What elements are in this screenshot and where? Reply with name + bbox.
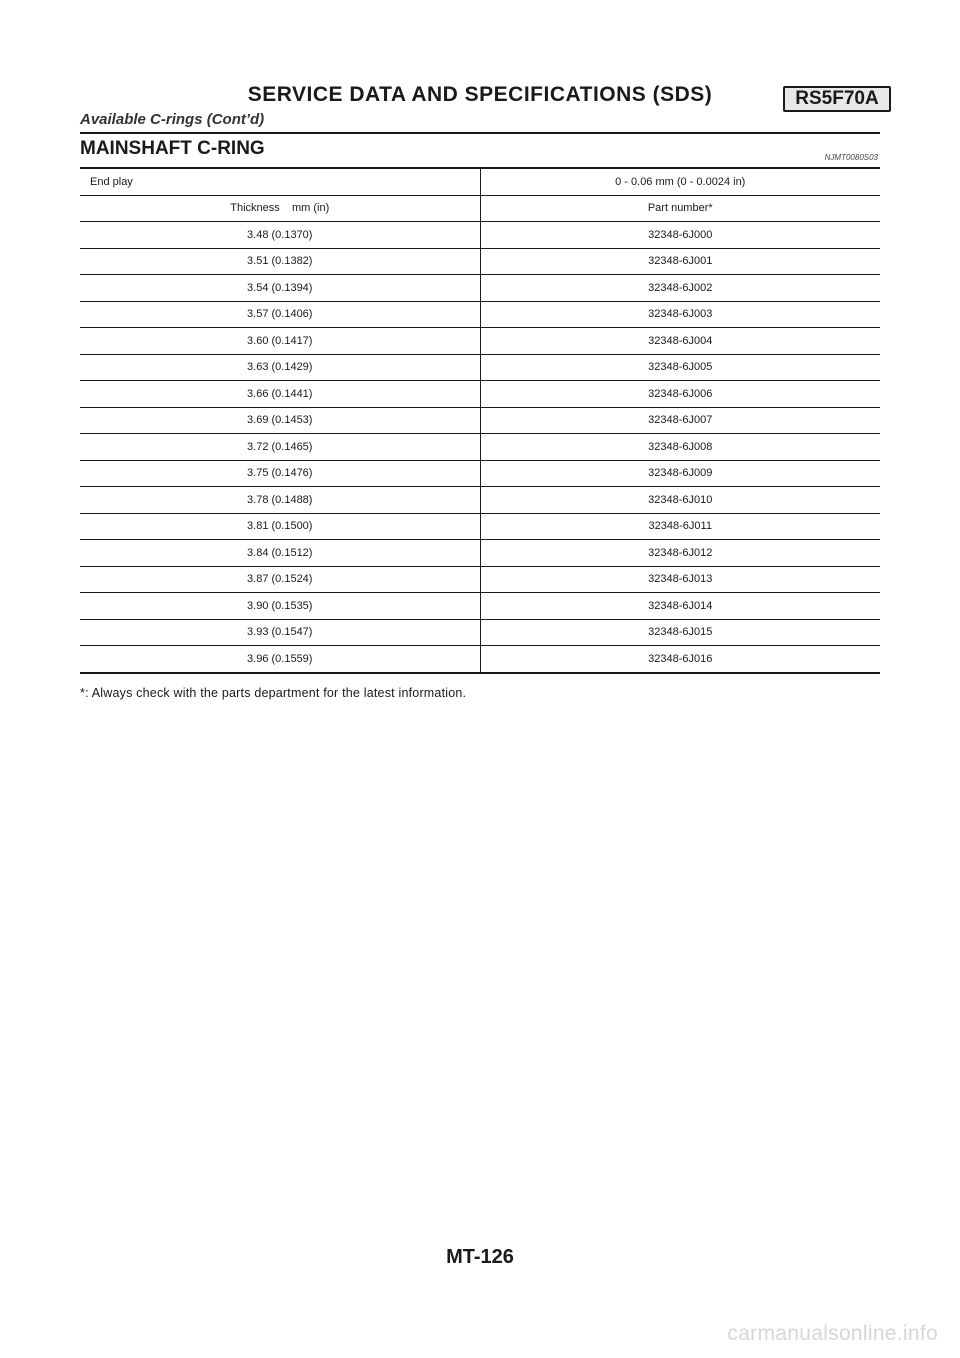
watermark: carmanualsonline.info — [727, 1322, 938, 1345]
thickness-cell: 3.54 (0.1394) — [80, 275, 480, 302]
part-number-cell: 32348-6J004 — [480, 328, 880, 355]
thickness-cell: 3.87 (0.1524) — [80, 566, 480, 593]
part-number-column-header: Part number* — [480, 195, 880, 222]
table-row — [80, 619, 880, 646]
footnote: *: Always check with the parts department for the latest information. — [80, 686, 467, 700]
thickness-cell: 3.51 (0.1382) — [80, 248, 480, 275]
table-row — [80, 487, 880, 514]
table-row — [80, 540, 880, 567]
thickness-cell: 3.63 (0.1429) — [80, 354, 480, 381]
part-number-cell: 32348-6J008 — [480, 434, 880, 461]
table-row — [80, 513, 880, 540]
end-play-label: End play — [80, 168, 480, 195]
part-number-cell: 32348-6J001 — [480, 248, 880, 275]
thickness-cell: 3.78 (0.1488) — [80, 487, 480, 514]
part-number-cell: 32348-6J014 — [480, 593, 880, 620]
table-row — [80, 566, 880, 593]
thickness-cell: 3.90 (0.1535) — [80, 593, 480, 620]
part-number-cell: 32348-6J015 — [480, 619, 880, 646]
end-play-value: 0 - 0.06 mm (0 - 0.0024 in) — [480, 168, 880, 195]
part-number-cell: 32348-6J009 — [480, 460, 880, 487]
section-title: MAINSHAFT C-RING — [80, 138, 265, 159]
thickness-cell: 3.72 (0.1465) — [80, 434, 480, 461]
c-ring-spec-table — [80, 167, 880, 674]
part-number-cell: 32348-6J012 — [480, 540, 880, 567]
thickness-cell: 3.75 (0.1476) — [80, 460, 480, 487]
table-row — [80, 222, 880, 249]
end-play-row — [80, 168, 880, 195]
part-number-cell: 32348-6J007 — [480, 407, 880, 434]
page-number: MT-126 — [446, 1246, 514, 1268]
thickness-cell: 3.69 (0.1453) — [80, 407, 480, 434]
spec-table-body — [80, 168, 880, 673]
table-row — [80, 328, 880, 355]
table-row — [80, 275, 880, 302]
part-number-cell: 32348-6J003 — [480, 301, 880, 328]
part-number-cell: 32348-6J005 — [480, 354, 880, 381]
table-row — [80, 434, 880, 461]
table-row — [80, 646, 880, 673]
table-row — [80, 248, 880, 275]
part-number-cell: 32348-6J002 — [480, 275, 880, 302]
part-number-cell: 32348-6J010 — [480, 487, 880, 514]
table-row — [80, 407, 880, 434]
model-code-badge: RS5F70A — [783, 86, 891, 112]
thickness-cell: 3.57 (0.1406) — [80, 301, 480, 328]
part-number-cell: 32348-6J006 — [480, 381, 880, 408]
thickness-cell: 3.81 (0.1500) — [80, 513, 480, 540]
thickness-cell: 3.96 (0.1559) — [80, 646, 480, 673]
thickness-cell: 3.60 (0.1417) — [80, 328, 480, 355]
column-header-row — [80, 195, 880, 222]
part-number-cell: 32348-6J016 — [480, 646, 880, 673]
part-number-cell: 32348-6J011 — [480, 513, 880, 540]
page-header-title: SERVICE DATA AND SPECIFICATIONS (SDS) — [247, 83, 713, 106]
thickness-cell: 3.93 (0.1547) — [80, 619, 480, 646]
thickness-cell: 3.84 (0.1512) — [80, 540, 480, 567]
table-row — [80, 301, 880, 328]
thickness-column-header: Thickness mm (in) — [80, 195, 480, 222]
table-row — [80, 460, 880, 487]
table-row — [80, 381, 880, 408]
part-number-cell: 32348-6J000 — [480, 222, 880, 249]
section-reference-code: NJMT0080S03 — [824, 153, 878, 162]
header-divider — [80, 132, 880, 134]
thickness-cell: 3.48 (0.1370) — [80, 222, 480, 249]
page-subtitle: Available C-rings (Cont’d) — [80, 111, 265, 128]
thickness-cell: 3.66 (0.1441) — [80, 381, 480, 408]
table-row — [80, 593, 880, 620]
table-row — [80, 354, 880, 381]
part-number-cell: 32348-6J013 — [480, 566, 880, 593]
